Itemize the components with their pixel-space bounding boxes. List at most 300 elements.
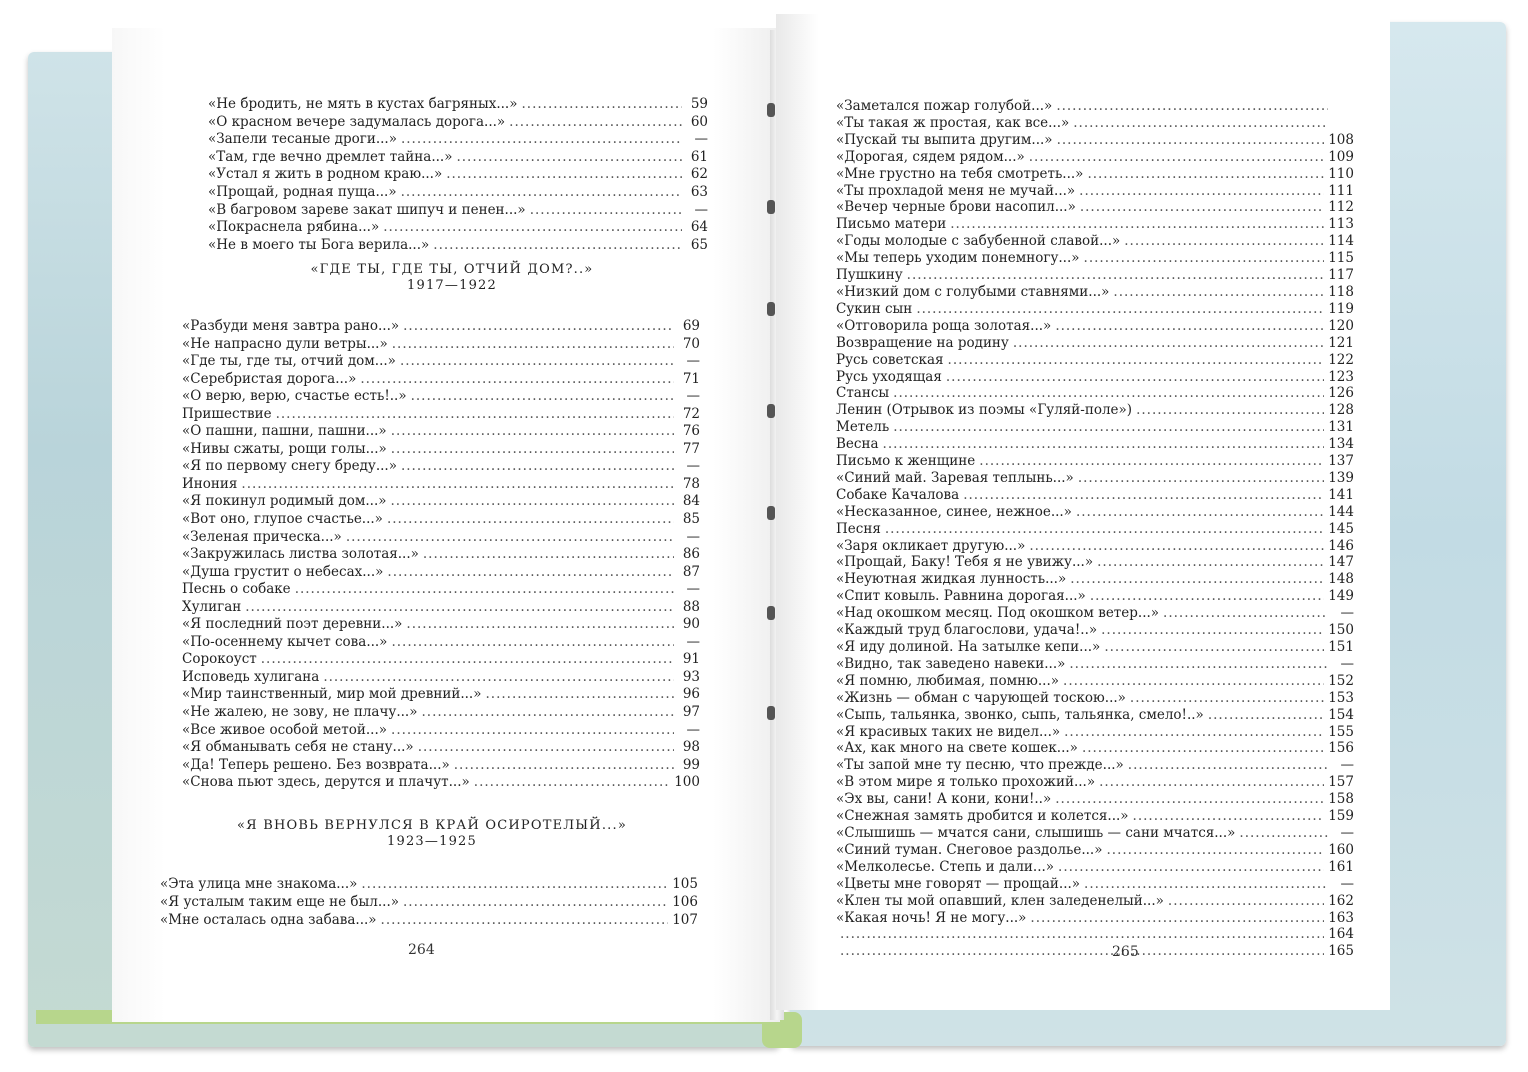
toc-entry-page: 122	[1328, 351, 1354, 368]
toc-entry-page: 163	[1328, 909, 1354, 926]
toc-dot-leader	[1084, 250, 1325, 267]
toc-entry-page: 117	[1328, 267, 1354, 284]
toc-entry	[836, 740, 1354, 757]
binding-stitch	[767, 606, 775, 620]
toc-entry-title: Сорокоуст	[182, 651, 257, 668]
toc-entry-title: «Запели тесаные дроги...»	[208, 131, 397, 148]
toc-entry-title: «Не жалею, не зову, не плачу...»	[182, 704, 418, 721]
toc-entry	[836, 216, 1354, 233]
toc-entry-page: —	[1340, 824, 1354, 841]
toc-dot-leader	[916, 301, 1324, 318]
toc-dot-leader	[1168, 893, 1324, 910]
toc-dot-leader	[1113, 284, 1324, 301]
toc-entry	[836, 622, 1354, 639]
toc-entry-title: Сукин сын	[836, 300, 913, 317]
toc-entry	[182, 441, 700, 459]
toc-entry-title: «По-осеннему кычет сова...»	[182, 633, 388, 650]
toc-dot-leader	[1097, 554, 1324, 571]
toc-dot-leader	[1239, 825, 1328, 842]
toc-entry	[836, 707, 1354, 724]
toc-entry	[836, 571, 1354, 588]
toc-dot-leader	[1080, 199, 1324, 216]
toc-entry	[208, 96, 708, 114]
toc-dot-leader	[391, 634, 674, 652]
toc-entry-page: 76	[682, 423, 700, 440]
toc-entry-title: «Снова пьют здесь, дерутся и плачут...»	[182, 774, 470, 791]
toc-dot-leader	[1058, 859, 1324, 876]
toc-entry	[182, 564, 700, 582]
toc-dot-leader	[387, 564, 674, 582]
toc-entry-page: 108	[1328, 131, 1354, 148]
toc-entry-title: «Мне осталась одна забава...»	[160, 912, 377, 928]
toc-entry-page: 84	[682, 493, 700, 510]
toc-entry-page: 165	[1328, 943, 1354, 960]
toc-dot-leader	[979, 453, 1324, 470]
toc-dot-leader	[391, 493, 674, 511]
toc-dot-leader	[1090, 588, 1324, 605]
toc-entry-page: 109	[1328, 148, 1354, 165]
toc-entry	[836, 436, 1354, 453]
toc-entry-title: «Заря окликает другую...»	[836, 537, 1026, 554]
toc-entry-title: «О красном вечере задумалась дорога...»	[208, 113, 506, 130]
toc-entry-title: «Заметался пожар голубой...»	[836, 98, 1053, 114]
toc-entry	[182, 476, 700, 494]
toc-entry-title: Русь уходящая	[836, 368, 942, 385]
binding-stitch	[767, 506, 775, 520]
toc-entry-page: 159	[1328, 808, 1354, 825]
toc-entry-page: 160	[1328, 841, 1354, 858]
page-number: 264	[408, 942, 435, 958]
toc-entry	[836, 554, 1354, 571]
toc-entry	[836, 132, 1354, 149]
toc-dot-leader	[400, 353, 674, 371]
toc-dot-leader	[1076, 504, 1324, 521]
binding-stitch	[767, 706, 775, 720]
toc-entry-page: 111	[1328, 182, 1354, 199]
toc-entry-page: 126	[1328, 385, 1354, 402]
toc-entry-page: 87	[682, 563, 700, 580]
toc-dot-leader	[418, 739, 674, 757]
toc-entry	[836, 98, 1354, 115]
toc-dot-leader	[486, 686, 675, 704]
toc-dot-leader	[276, 406, 674, 424]
toc-entry-title: Собаке Качалова	[836, 486, 960, 503]
toc-entry-title: «В этом мире я только прохожий...»	[836, 774, 1096, 791]
toc-entry	[182, 669, 700, 687]
toc-entry-title: «Зеленая прическа...»	[182, 528, 342, 545]
toc-dot-leader	[1013, 335, 1324, 352]
toc-entry	[182, 581, 700, 599]
toc-entry	[836, 639, 1354, 656]
right-page	[776, 14, 1390, 1010]
toc-entry-title: «Не бродить, не мять в кустах багряных...»	[208, 96, 518, 112]
toc-entry-page: 78	[682, 475, 700, 492]
binding-stitch	[767, 302, 775, 316]
toc-entry	[182, 336, 700, 354]
toc-entry-title: Ленин (Отрывок из поэмы «Гуляй-поле»)	[836, 402, 1133, 419]
toc-dot-leader	[1101, 622, 1324, 639]
toc-dot-leader	[391, 441, 674, 459]
toc-entry	[182, 406, 700, 424]
toc-entry	[836, 267, 1354, 284]
toc-entry	[836, 149, 1354, 166]
toc-entry	[208, 166, 708, 184]
toc-entry-title: «Цветы мне говорят — прощай...»	[836, 875, 1081, 892]
toc-entry	[182, 511, 700, 529]
toc-entry	[208, 202, 708, 220]
toc-entry-page: 139	[1328, 469, 1354, 486]
toc-entry-title: «Я помню, любимая, помню...»	[836, 672, 1060, 689]
toc-dot-leader	[948, 352, 1325, 369]
toc-entry	[182, 318, 700, 336]
toc-dot-leader	[521, 96, 682, 114]
toc-dot-leader	[1128, 757, 1328, 774]
toc-entry-page: 134	[1328, 436, 1354, 453]
toc-dot-leader	[1069, 656, 1328, 673]
toc-entry-title: «Да! Теперь решено. Без возврата...»	[182, 756, 450, 773]
toc-entry-title: «Синий туман. Снеговое раздолье...»	[836, 841, 1103, 858]
toc-entry-title: «Отговорила роща золотая...»	[836, 317, 1052, 334]
toc-entry-title: «О пашни, пашни, пашни...»	[182, 423, 387, 440]
toc-entry-title: «Вечер черные брови насопил...»	[836, 199, 1076, 216]
toc-entry-title: «Слышишь — мчатся сани, слышишь — сани мчатся...»	[836, 824, 1236, 841]
toc-dot-leader	[1084, 876, 1328, 893]
binding-stitch	[767, 200, 775, 214]
toc-entry	[182, 739, 700, 757]
toc-entry-title: «Я покинул родимый дом...»	[182, 493, 387, 510]
toc-entry-title: «Ты прохладой меня не мучай...»	[836, 182, 1076, 199]
toc-entry-title: «Эта улица мне знакома...»	[160, 876, 358, 892]
toc-entry-title: «Пускай ты выпита другим...»	[836, 131, 1053, 148]
section-years: 1923—1925	[387, 834, 477, 849]
toc-entry	[182, 529, 700, 547]
toc-entry	[836, 926, 1354, 943]
toc-entry-page: 120	[1328, 317, 1354, 334]
toc-entry-title: Метель	[836, 419, 890, 436]
toc-entry-page: —	[1340, 757, 1354, 774]
toc-dot-leader	[1106, 842, 1324, 859]
toc-dot-leader	[387, 511, 674, 529]
toc-entry	[182, 722, 700, 740]
toc-entry-page: 61	[690, 148, 708, 165]
toc-entry-title: «Годы молодые с забубенной славой...»	[836, 233, 1121, 250]
toc-dot-leader	[392, 336, 674, 354]
toc-entry-title: «Нивы сжаты, рощи голы...»	[182, 440, 387, 457]
toc-entry-page: 137	[1328, 453, 1354, 470]
toc-dot-leader	[381, 911, 669, 929]
toc-dot-leader	[401, 458, 674, 476]
toc-entry-page: 88	[682, 598, 700, 615]
toc-dot-leader	[1055, 318, 1324, 335]
toc-dot-leader	[1063, 673, 1324, 690]
toc-entry-page: —	[686, 581, 700, 598]
toc-entry	[182, 616, 700, 634]
toc-entry-page: 155	[1328, 723, 1354, 740]
toc-dot-leader	[360, 371, 674, 389]
toc-entry-title: «Душа грустит о небесах...»	[182, 563, 384, 580]
toc-dot-leader	[245, 599, 674, 617]
toc-dot-leader	[1130, 690, 1324, 707]
toc-entry	[836, 893, 1354, 910]
toc-entry	[836, 470, 1354, 487]
toc-entry-page: 85	[682, 511, 700, 528]
toc-entry-page: 107	[672, 912, 698, 928]
toc-entry-page: 106	[672, 894, 698, 910]
toc-entry	[836, 690, 1354, 707]
toc-entry-page: 162	[1328, 892, 1354, 909]
toc-entry	[836, 876, 1354, 893]
toc-entry-title: «Покраснела рябина...»	[208, 219, 380, 236]
toc-entry	[836, 757, 1354, 774]
toc-entry-title: Стансы	[836, 385, 890, 402]
toc-entry-title: «Эх вы, сани! А кони, кони!..»	[836, 791, 1052, 808]
toc-entry-page: —	[686, 721, 700, 738]
toc-dot-leader	[509, 114, 682, 132]
toc-entry	[160, 893, 698, 911]
toc-dot-leader	[840, 926, 1324, 943]
toc-entry	[836, 588, 1354, 605]
toc-entry-page: —	[686, 353, 700, 370]
toc-entry-title: «Над окошком месяц. Под окошком ветер...»	[836, 605, 1160, 622]
toc-dot-leader	[1029, 149, 1324, 166]
toc-entry	[836, 335, 1354, 352]
toc-entry	[836, 724, 1354, 741]
toc-dot-leader	[1087, 166, 1324, 183]
toc-entry-page: —	[686, 388, 700, 405]
toc-dot-leader	[1104, 639, 1324, 656]
toc-entry-page: 93	[682, 668, 700, 685]
toc-entry	[160, 875, 698, 893]
toc-entry-page: 128	[1328, 402, 1354, 419]
toc-entry-title: Письмо матери	[836, 216, 947, 233]
toc-entry	[836, 183, 1354, 200]
toc-entry-title: «Я иду долиной. На затылке кепи...»	[836, 639, 1101, 655]
toc-entry	[208, 184, 708, 202]
toc-dot-leader	[1056, 98, 1328, 115]
toc-entry	[208, 114, 708, 132]
toc-entry	[182, 353, 700, 371]
toc-entry	[160, 911, 698, 929]
toc-entry-page: —	[694, 201, 708, 218]
toc-entry	[182, 686, 700, 704]
toc-entry-page: 123	[1328, 368, 1354, 385]
toc-entry-title: «Ах, как много на свете кошек...»	[836, 740, 1078, 757]
toc-dot-leader	[1079, 183, 1324, 200]
toc-entry-title: «Ты такая ж простая, как все...»	[836, 114, 1070, 131]
toc-entry	[208, 149, 708, 167]
toc-entry	[182, 651, 700, 669]
toc-entry-title: Исповедь хулигана	[182, 668, 320, 685]
binding-stitch	[767, 404, 775, 418]
toc-entry-title: «Жизнь — обман с чарующей тоскою...»	[836, 689, 1126, 706]
toc-entry	[836, 808, 1354, 825]
toc-entry	[182, 371, 700, 389]
toc-dot-leader	[883, 436, 1325, 453]
toc-entry-page: 161	[1328, 858, 1354, 875]
toc-entry-title: «Разбуди меня завтра рано...»	[182, 318, 400, 334]
toc-entry	[208, 219, 708, 237]
toc-entry	[182, 388, 700, 406]
toc-group-2	[182, 318, 700, 792]
toc-dot-leader	[323, 669, 674, 687]
toc-dot-leader	[391, 423, 674, 441]
toc-entry-page: 71	[682, 370, 700, 387]
toc-entry-page: 114	[1328, 233, 1354, 250]
toc-dot-leader	[411, 388, 674, 406]
toc-entry-title: «Видно, так заведено навеки...»	[836, 655, 1066, 672]
toc-entry-page: —	[686, 633, 700, 650]
toc-entry	[836, 910, 1354, 927]
toc-entry-page: 113	[1328, 216, 1354, 233]
toc-dot-leader	[241, 476, 674, 494]
toc-entry-page: 152	[1328, 672, 1354, 689]
toc-entry-title: «О верю, верю, счастье есть!..»	[182, 388, 407, 405]
toc-entry	[836, 453, 1354, 470]
toc-dot-leader	[893, 419, 1324, 436]
toc-dot-leader	[1078, 470, 1324, 487]
toc-dot-leader	[406, 616, 674, 634]
toc-dot-leader	[383, 219, 682, 237]
toc-entry	[836, 791, 1354, 808]
toc-entry-title: «Какая ночь! Я не могу...»	[836, 909, 1027, 926]
toc-entry-page: 110	[1328, 165, 1354, 182]
toc-entry-title: «Ты запой мне ту песню, что прежде...»	[836, 757, 1124, 774]
toc-entry-title: «Я обманывать себя не стану...»	[182, 739, 414, 756]
toc-dot-leader	[950, 216, 1324, 233]
toc-entry-page: 64	[690, 219, 708, 236]
toc-dot-leader	[1029, 538, 1324, 555]
toc-entry-title: «Синий май. Заревая теплынь...»	[836, 469, 1074, 486]
toc-entry-title: «Неуютная жидкая лунность...»	[836, 571, 1067, 588]
toc-dot-leader	[346, 529, 674, 547]
toc-entry	[836, 301, 1354, 318]
toc-dot-leader	[1030, 910, 1324, 927]
toc-entry-page: 150	[1328, 622, 1354, 639]
toc-entry	[836, 385, 1354, 402]
toc-entry-title: «Низкий дом с голубыми ставнями...»	[836, 283, 1110, 300]
toc-entry-title: «Я усталым таким еще не был...»	[160, 894, 400, 910]
toc-entry-page: 115	[1328, 250, 1354, 267]
toc-dot-leader	[1082, 740, 1324, 757]
toc-entry-page: 70	[682, 335, 700, 352]
toc-entry	[836, 369, 1354, 386]
toc-entry	[836, 605, 1354, 622]
toc-entry-title: Песня	[836, 520, 881, 537]
toc-entry-page: 65	[690, 236, 708, 253]
toc-dot-leader	[1163, 605, 1328, 622]
toc-entry-title: «Сыпь, тальянка, звонко, сыпь, тальянка, смело!..»	[836, 706, 1204, 723]
toc-entry	[836, 774, 1354, 791]
toc-entry-page: 156	[1328, 740, 1354, 757]
toc-entry	[182, 599, 700, 617]
toc-entry-title: «Все живое особой метой...»	[182, 721, 388, 738]
toc-entry-title: Пришествие	[182, 405, 272, 422]
toc-entry-page: 119	[1328, 300, 1354, 317]
toc-entry	[836, 825, 1354, 842]
toc-entry	[836, 487, 1354, 504]
toc-entry-page: 99	[682, 756, 700, 773]
toc-dot-leader	[401, 131, 682, 149]
toc-entry	[836, 859, 1354, 876]
toc-entry-title: «Мне грустно на тебя смотреть...»	[836, 165, 1084, 182]
toc-dot-leader	[423, 546, 674, 564]
toc-right	[836, 98, 1354, 960]
toc-entry-title: Весна	[836, 436, 879, 453]
toc-entry	[182, 458, 700, 476]
toc-dot-leader	[1133, 808, 1325, 825]
toc-dot-leader	[261, 651, 674, 669]
toc-entry-title: «Несказанное, синее, нежное...»	[836, 503, 1072, 520]
toc-entry-page: 100	[674, 774, 700, 791]
toc-entry	[182, 493, 700, 511]
toc-dot-leader	[1208, 707, 1324, 724]
toc-entry-page: 60	[690, 113, 708, 130]
toc-entry-title: «Там, где вечно дремлет тайна...»	[208, 148, 453, 165]
toc-entry-page: —	[686, 458, 700, 475]
toc-entry-title: Хулиган	[182, 598, 242, 615]
toc-entry-title: «Прощай, родная пуща...»	[208, 183, 397, 200]
toc-dot-leader	[530, 202, 682, 220]
toc-entry-title: «Не в моего ты Бога верила...»	[208, 236, 430, 253]
toc-entry-page: 149	[1328, 588, 1354, 605]
toc-entry-title: «Где ты, где ты, отчий дом...»	[182, 353, 396, 370]
toc-dot-leader	[1057, 132, 1325, 149]
toc-entry-page: 146	[1328, 537, 1354, 554]
toc-entry-page: 105	[672, 876, 698, 892]
toc-entry	[836, 419, 1354, 436]
toc-entry-page: 98	[682, 739, 700, 756]
toc-dot-leader	[1070, 571, 1324, 588]
toc-entry-title: «Я последний поэт деревни...»	[182, 616, 403, 633]
toc-entry-page: 144	[1328, 503, 1354, 520]
toc-entry-page: 164	[1328, 926, 1354, 943]
toc-dot-leader	[1064, 724, 1324, 741]
toc-entry	[836, 199, 1354, 216]
toc-entry	[836, 115, 1354, 132]
toc-entry-title: «Устал я жить в родном краю...»	[208, 166, 443, 183]
toc-entry-page: 72	[682, 405, 700, 422]
section-title: «Я ВНОВЬ ВЕРНУЛСЯ В КРАЙ ОСИРОТЕЛЫЙ...»	[237, 818, 627, 833]
toc-dot-leader	[963, 487, 1324, 504]
toc-entry-page: 91	[682, 651, 700, 668]
toc-entry-title: «Не напрасно дули ветры...»	[182, 335, 388, 352]
toc-entry-title: «Спит ковыль. Равнина дорогая...»	[836, 588, 1086, 605]
toc-entry-page: 158	[1328, 791, 1354, 808]
toc-dot-leader	[421, 704, 674, 722]
toc-entry	[836, 233, 1354, 250]
toc-entry-title: Письмо к женщине	[836, 453, 976, 470]
binding-stitch	[767, 103, 775, 117]
toc-entry-page: 62	[690, 166, 708, 183]
section-years: 1917—1922	[407, 278, 497, 293]
toc-entry-page: 131	[1328, 419, 1354, 436]
toc-entry	[208, 237, 708, 255]
left-page	[112, 28, 780, 1022]
toc-dot-leader	[361, 875, 668, 893]
toc-entry-page: 145	[1328, 520, 1354, 537]
toc-dot-leader	[401, 184, 682, 202]
toc-entry-page: 77	[682, 440, 700, 457]
toc-entry-page: 59	[690, 96, 708, 112]
toc-entry-title: «В багровом зареве закат шипуч и пенен...»	[208, 201, 526, 218]
toc-entry-page: 151	[1328, 639, 1354, 655]
toc-entry	[836, 352, 1354, 369]
toc-entry-title: «Я по первому снегу бреду...»	[182, 458, 397, 475]
toc-entry-page: 97	[682, 704, 700, 721]
toc-entry	[836, 504, 1354, 521]
toc-group-3	[160, 875, 698, 929]
toc-dot-leader	[1124, 233, 1324, 250]
